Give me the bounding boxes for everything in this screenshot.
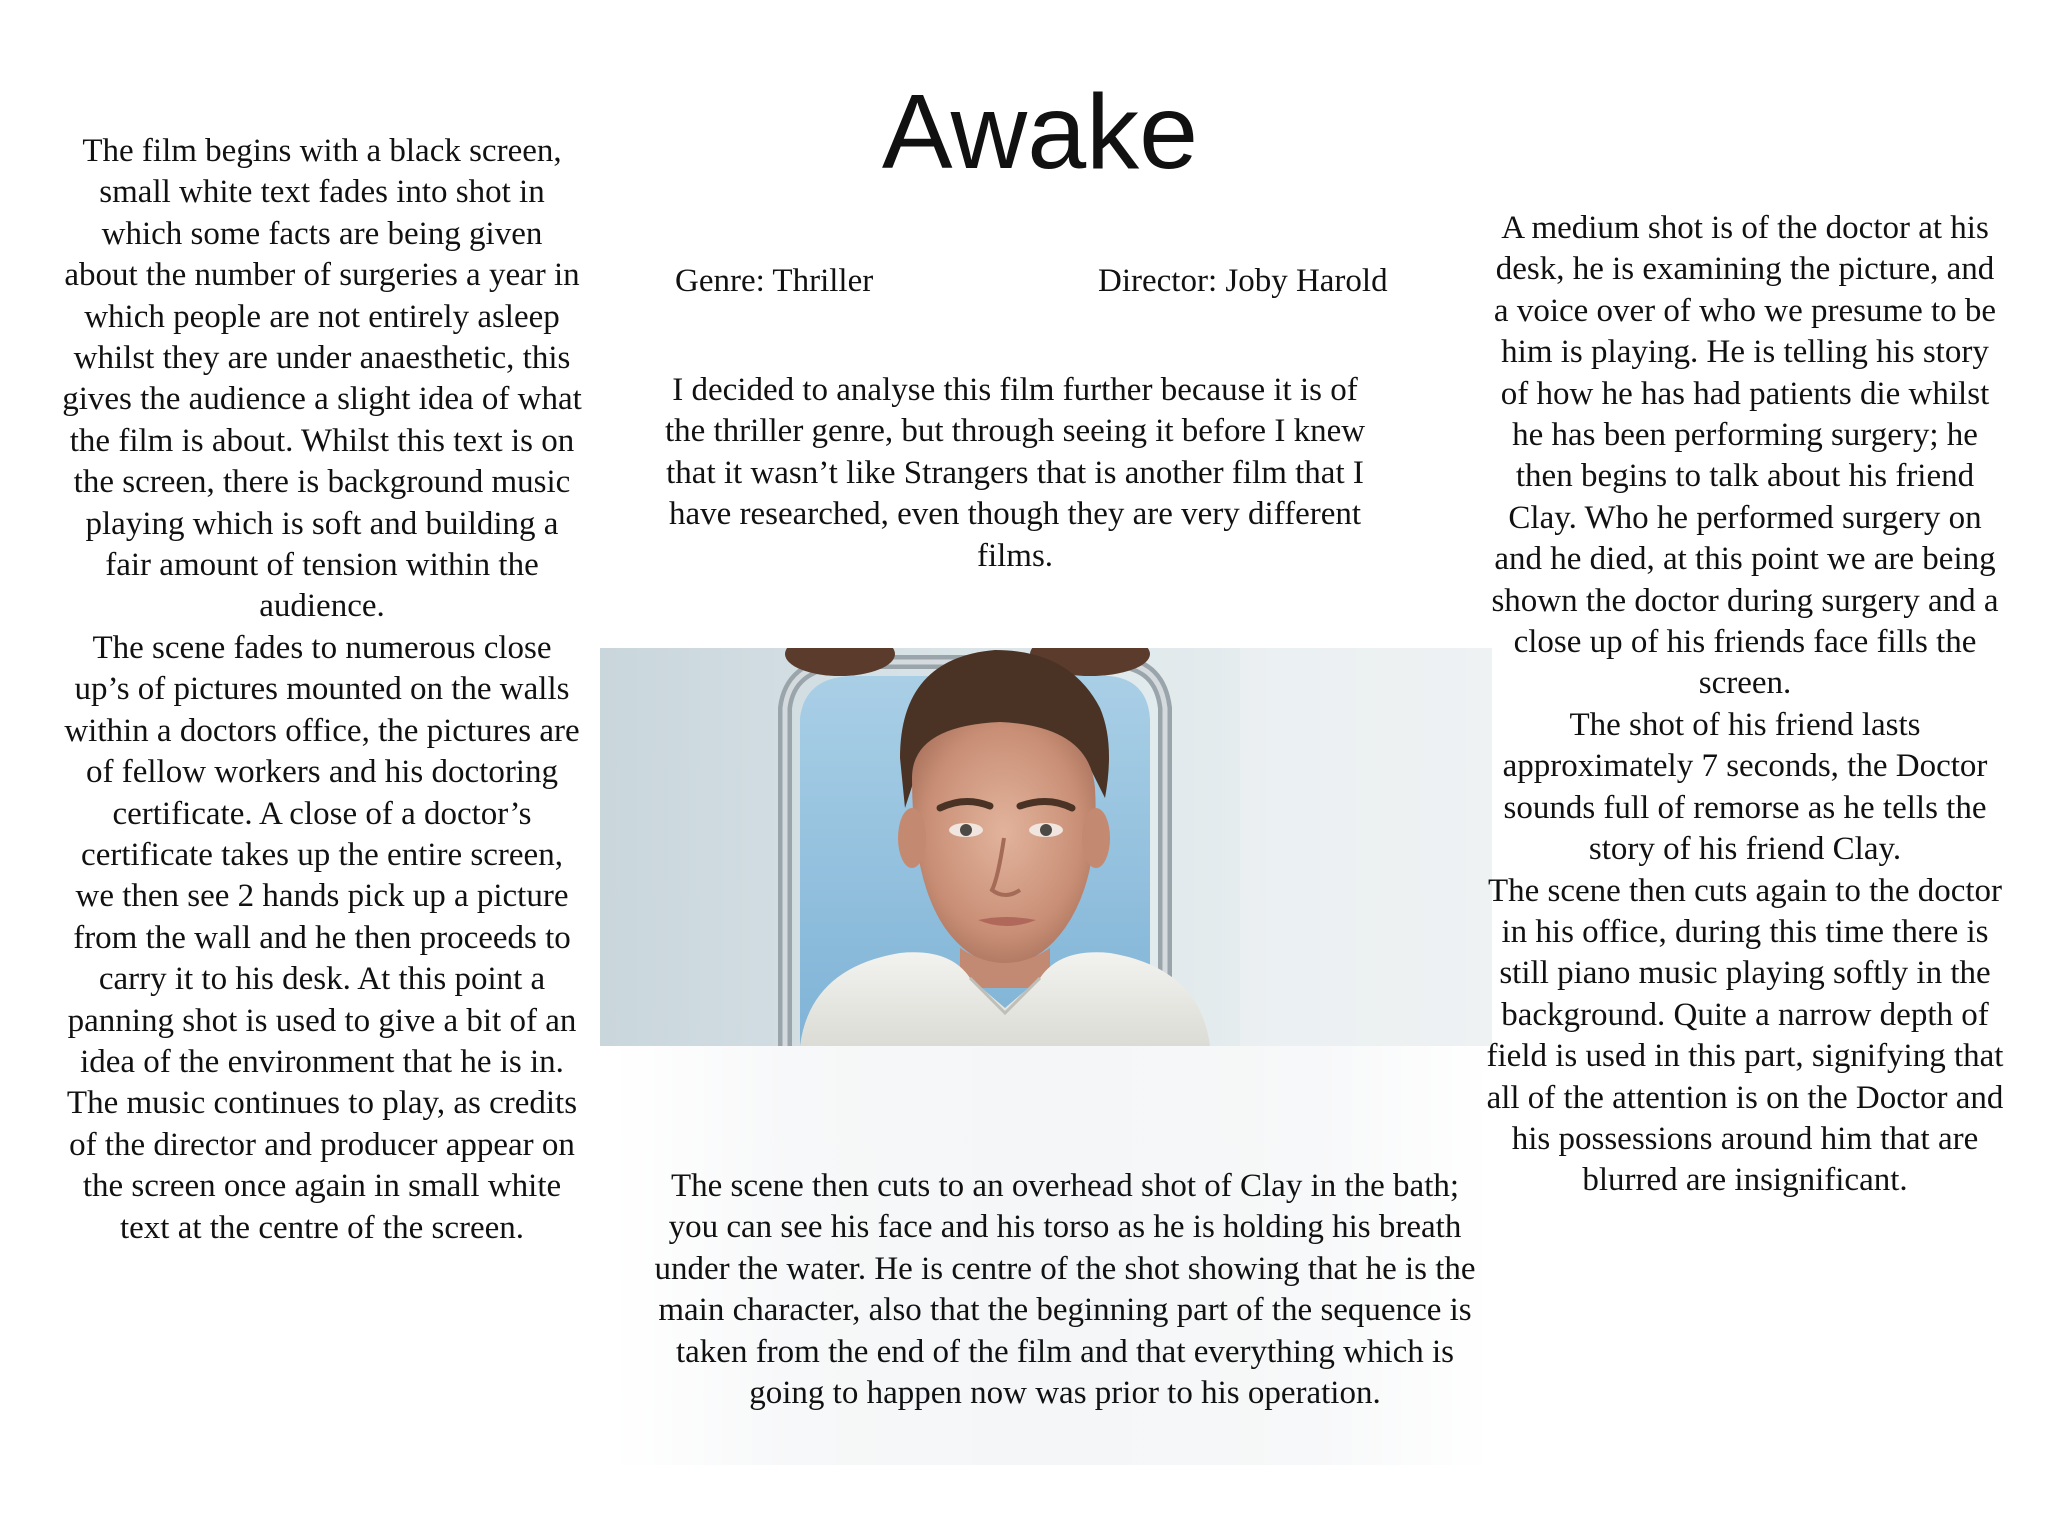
director-label: Director: Joby Harold [1098,263,1388,299]
left-column-text [62,131,582,1249]
intro-paragraph: I decided to analyse this film further because it is of the thriller genre, but through seeing it before I knew that it wasn’t like Strangers that is another film that I have researched, even though they are very different films. [664,372,1366,574]
genre-label: Genre: Thriller [675,263,874,299]
right-paragraph: The scene then cuts again to the doctor in his office, during this time there is still piano music playing softly in the background. Quite a narrow depth of field is used in this part, signifying that all of the attention is on the Doctor and his possessions around him that are blurred are insignificant. [1486,872,2004,1199]
bottom-paragraph: The scene then cuts to an overhead shot of Clay in the bath; you can see his face and his torso as he is holding his breath under the water. He is centre of the shot showing that he is the main character, also that the beginning part of the sequence is taken from the end of the film and that everything which is going to happen now was prior to his operation. [654,1168,1476,1412]
left-paragraph: The music continues to play, as credits of the director and producer appear on the screen once again in small white text at the centre of the screen. [66,1085,578,1246]
right-paragraph: A medium shot is of the doctor at his desk, he is examining the picture, and a voice over of who we presume to be him is playing. He is telling his story of how he has had patients die whilst he has been performing surgery; he then begins to talk about his friend Clay. Who he performed surgery on and he died, at this point we are being shown the doctor during surgery and a close up of his friends face fills the screen. [1491,210,1999,702]
patient-portrait-image [600,648,1492,1046]
right-column-text [1485,208,2005,1202]
left-paragraph: The scene fades to numerous close up’s of pictures mounted on the walls within a doctors office, the pictures are of fellow workers and his doctoring certificate. A close of a doctor’s certificate takes up the entire screen, we then see 2 hands pick up a picture from the wall and he then proceeds to carry it to his desk. At this point a panning shot is used to give a bit of an idea of the environment that he is in. [64,629,580,1080]
left-paragraph: The film begins with a black screen, small white text fades into shot in which some facts are being given about the number of surgeries a year in which people are not entirely asleep whilst they are under anaesthetic, this gives the audience a slight idea of what the film is about. Whilst this text is on the screen, there is background music playing which is soft and building a fair amount of tension within the audience. [62,133,582,625]
page-title: Awake [881,73,1199,191]
film-still-photo [600,648,1492,1046]
right-paragraph: The shot of his friend lasts approximately 7 seconds, the Doctor sounds full of remorse as he tells the story of his friend Clay. [1502,706,1988,868]
